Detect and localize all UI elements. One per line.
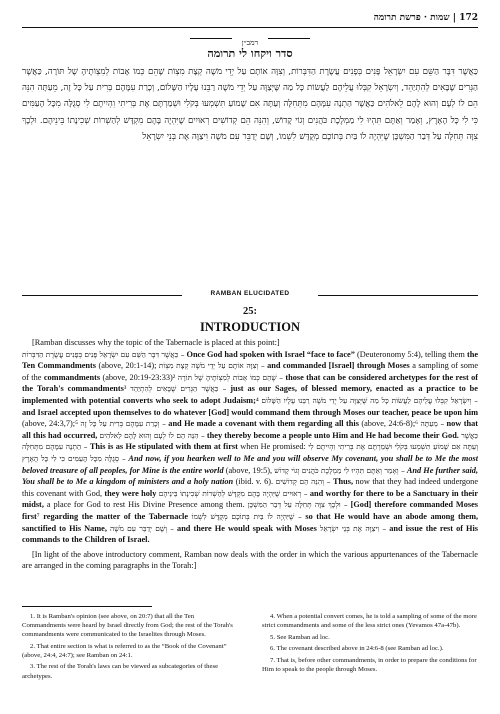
translation-phrase: and Israel accepted upon themselves to do whatever [God] would command them through Moses our teacher, peace be upon him	[22, 407, 478, 417]
hebrew-phrase: שֶׁיִּהְיֶה לוֹ בַּיִת בְּתוֹכָם מְקֻדָּשׁ לִשְׁמוֹ –	[191, 511, 302, 521]
reference: (above, 24:3,7);⁵	[22, 419, 78, 429]
verse-quote: And He further said, You shall be to Me a kingdom of ministers and a holy nation	[22, 465, 478, 487]
translation-phrase: and He made a covenant with them regarding all this	[168, 419, 359, 429]
hebrew-phrase: וִיצַוֶּה אֶת בְּנֵי יִשְׂרָאֵל –	[319, 523, 387, 533]
hebrew-phrase: וּלְכָךְ צִוָּה תְּחִלָּה עַל דְּבַר הַמִּשְׁכָּן –	[247, 500, 348, 510]
translation-phrase: Thus,	[332, 477, 354, 487]
verse-number: 25:	[243, 306, 257, 317]
running-head: 172 | שמות · פרשת תרומה	[373, 12, 478, 23]
hebrew-phrase: וְשָׁם יְדַבֵּר עִם מֹשֶׁה –	[109, 523, 174, 533]
reference: (above, 24:6-8);⁶	[361, 419, 419, 429]
section-title: INTRODUCTION	[199, 320, 300, 334]
hebrew-phrase: כַּאֲשֶׁר הַגְּרִים שֶׁבָּאִים לְהִתְיַהֵד –	[130, 384, 227, 394]
connective-text: now that they had indeed undergone this covenant with God,	[22, 477, 478, 498]
translation-phrase: and commanded [Israel] through Moses	[267, 361, 410, 371]
hebrew-phrase: הִנֵּה הֵם לוֹ לְעָם וְהוּא לָהֶם לֵאלֹהִים –	[99, 430, 205, 440]
translation-phrase: just as our Sages, of blessed memory, enacted as a practice to be implemented with potential converts who seek to adopt Judaism;	[22, 384, 478, 405]
footnote: 1. It is Ramban's opinion (see above, on 20:7) that all the Ten Commandments were heard by Israel directly from God; the rest of the Torah's commandments were communicated to the Israelites through Moses.	[22, 613, 233, 639]
translation-phrase: they were holy	[104, 488, 157, 498]
reference: (ibid. v. 6).	[235, 477, 274, 487]
translation-phrase: and worthy for there to be a Sanctuary in their midst,	[22, 488, 478, 510]
hebrew-phrase: וְאָמַר וְאַתֶּם תִּהְיוּ לִי מַמְלֶכֶת כֹּהֲנִים וְגוֹי קָדוֹשׁ –	[274, 465, 405, 475]
hebrew-phrase: וְיִשְׂרָאֵל קִבְּלוּ עֲלֵיהֶם לַעֲשׂוֹת כָּל מַה שֶּׁיְּצַוֶּה עַל יְדֵי מֹשֶׁה רַבֵּנוּ עָלָיו הַשָּׁלוֹם –	[261, 395, 478, 405]
reference: (Deuteronomy 5:4), telling them	[356, 349, 465, 359]
closing-bracket-note: [In light of the above introductory comment, Ramban now deals with the order in which the various appurtenances of the Tabernacle are arranged in the coming paragraphs in the Torah:]	[22, 549, 478, 571]
translation-phrase: those that can be considered archetypes for the rest of the Torah's commandments	[22, 372, 478, 394]
translation-phrase: so that He would have an abode among them, sanctified to His Name,	[22, 511, 478, 533]
hebrew-commentary-text: כַּאֲשֶׁר דִּבֶּר הַשֵּׁם עִם יִשְׂרָאֵל פָּנִים בְּפָנִים עֲשֶׂרֶת הַדִּבְּרוֹת, וְצִוָּה אוֹתָם עַל יְדֵי מֹשֶׁה קְצָת מִצְוֹת שֶׁהֵם כְּמוֹ אָבוֹת לְמִצְוֹתֶיהָ שֶׁל תּוֹרָה, כַּאֲשֶׁר הַגְּרִים שֶׁבָּאִים לְהִתְיַהֵד, וְיִשְׂרָאֵל קִבְּלוּ עֲלֵיהֶם לַעֲשׂוֹת כָּל מַה שֶּׁיְּצַוֶּה עַל יְדֵי מֹשֶׁה רַבֵּנוּ עָלָיו הַשָּׁלוֹם, וְכָרַת עִמָּהֶם בְּרִית עַל כָּל זֶה, מֵעַתָּה הִנֵּה הֵם לוֹ לְעָם וְהוּא לָהֶם לֵאלֹהִים כַּאֲשֶׁר הַתְנָה עִמָּהֶם מִתְּחִלָּה וְעַתָּה אִם שָׁמוֹעַ תִּשְׁמְעוּ בְּקֹלִי וּשְׁמַרְתֶּם אֶת בְּרִיתִי וִהְיִיתֶם לִי סְגֻלָּה מִכָּל הָעַמִּים כִּי לִי כָּל הָאָרֶץ, וְאָמַר וְאַתֶּם תִּהְיוּ לִי מַמְלֶכֶת כֹּהֲנִים וְגוֹי קָדוֹשׁ, וְהִנֵּה הֵם קְדוֹשִׁים רְאוּיִים שֶׁיִּהְיֶה בָּהֶם מִקְדָּשׁ לְהַשְׁרוֹת שְׁכִינָתוֹ בֵּינֵיהֶם. וּלְכָךְ צִוָּה תְּחִלָּה עַל דְּבַר הַמִּשְׁכָּן שֶׁיִּהְיֶה לוֹ בַּיִת בְּתוֹכָם מְקֻדָּשׁ לִשְׁמוֹ, וְשָׁם יְדַבֵּר עִם מֹשֶׁה וִיצַוֶּה אֶת בְּנֵי יִשְׂרָאֵל	[22, 67, 478, 142]
translation-phrase: they thereby become a people unto Him and He had become their God.	[206, 430, 459, 440]
hebrew-phrase: מֵעַתָּה –	[420, 419, 445, 429]
translation-phrase: and issue the rest of His commands to the Children of Israel.	[22, 523, 478, 545]
reference: (above, 20:1-14);	[98, 361, 157, 371]
page-header	[22, 10, 478, 24]
translation-phrase: Once God had spoken with Israel “face to face”	[186, 349, 355, 359]
hebrew-phrase: כַּאֲשֶׁר הַתְנָה עִמָּהֶם מִתְּחִלָּה –	[22, 430, 478, 452]
elucidation-paragraph	[22, 349, 478, 546]
hebrew-phrase: רְאוּיִים שֶׁיִּהְיֶה בָּהֶם מִקְדָּשׁ לְהַשְׁרוֹת שְׁכִינָתוֹ בֵּינֵיהֶם –	[158, 488, 308, 498]
footnote-marker[interactable]: ⁷	[36, 511, 40, 521]
reference: (above, 20:19-23:33)²	[102, 372, 176, 382]
divider-bar-right	[318, 295, 478, 296]
hebrew-phrase: וְעַתָּה אִם שָׁמוֹעַ תִּשְׁמְעוּ בְּקֹלִי וּשְׁמַרְתֶּם אֶת בְּרִיתִי וִהְיִיתֶם לִי סְגֻלָּה מִכָּל הָעַמִּים כִּי לִי כָּל הָאָרֶץ –	[22, 442, 478, 463]
translation-phrase: regarding the matter of the Tabernacle	[43, 511, 189, 521]
ramban-banner	[190, 32, 310, 46]
translation-phrase: commandments	[43, 372, 101, 382]
hebrew-phrase: וְהִנֵּה הֵם קְדוֹשִׁים –	[275, 477, 331, 487]
verse-quote: And now, if you hearken well to Me and you will observe My covenant, you shall be to Me the most beloved treasure of all peoples, for Mine is the entire world	[22, 453, 478, 475]
hebrew-phrase: וְצִוָּה אוֹתָם עַל יְדֵי מֹשֶׁה קְצָת מִצְוֹת –	[158, 361, 265, 371]
reference: (above, 19:5),	[225, 465, 273, 475]
footnote-marker[interactable]: ³	[123, 384, 127, 394]
translation-phrase: This is as He stipulated with them at first	[89, 442, 238, 452]
hebrew-phrase: כַּאֲשֶׁר דִּבֶּר הַשֵּׁם עִם יִשְׂרָאֵל פָּנִים בְּפָנִים עֲשֶׂרֶת הַדִּבְּרוֹת –	[22, 349, 185, 359]
translation-phrase: the Ten Commandments	[22, 349, 478, 371]
elucidated-label: RAMBAN ELUCIDATED	[210, 290, 290, 297]
hebrew-phrase: וְכָרַת עִמָּהֶם בְּרִית עַל כָּל זֶה –	[80, 419, 166, 429]
footnote: 5. See Ramban ad loc.	[270, 633, 330, 641]
footnotes-right-column	[262, 612, 478, 710]
footnote: 6. The covenant described above in 24:6-8 (see Ramban ad loc.).	[270, 645, 444, 653]
connective-text: a place for God to rest His Divine Presence among them.	[46, 500, 245, 510]
banner-line-right	[268, 38, 310, 39]
hebrew-section-title: סדר ויקחו לי תרומה	[207, 47, 293, 60]
intro-bracket-note: [Ramban discusses why the topic of the Tabernacle is placed at this point:]	[32, 338, 280, 347]
connective-text: a sampling of some of the	[22, 361, 478, 382]
footnote: 7. That is, before other commandments, in order to prepare the conditions for Him to speak to the people through Moses.	[262, 656, 477, 673]
footnote: 2. That entire section is what is referred to as the “Book of the Covenant” (above, 24:4, 24:7); see Ramban on 24:1.	[22, 642, 227, 659]
footnote-marker[interactable]: ⁴	[255, 395, 259, 405]
connective-text: when He promised:	[240, 442, 306, 452]
english-elucidation	[22, 337, 478, 601]
hebrew-phrase: שֶׁהֵם כְּמוֹ אָבוֹת לְמִצְוֹתֶיהָ שֶׁל תּוֹרָה –	[177, 372, 283, 382]
translation-phrase: [God] therefore commanded Moses first	[22, 500, 478, 521]
translation-phrase: and there He would speak with Moses	[177, 523, 317, 533]
footnote: 3. The rest of the Torah's laws can be viewed as subcategories of these archetypes.	[22, 663, 219, 680]
footnote-rule	[22, 606, 152, 607]
banner-line-left	[190, 38, 232, 39]
banner-label: רמב״ן	[241, 38, 259, 47]
elucidated-divider	[22, 290, 478, 302]
footnotes	[22, 612, 478, 710]
translation-phrase: now that all this had occurred,	[22, 419, 478, 440]
header-rule	[22, 27, 478, 28]
footnotes-left-column	[22, 612, 238, 710]
footnote: 4. When a potential convert comes, he is told a sampling of some of the more strict commandments and some of the less strict ones (Yevamos 47a-47b).	[262, 613, 477, 630]
